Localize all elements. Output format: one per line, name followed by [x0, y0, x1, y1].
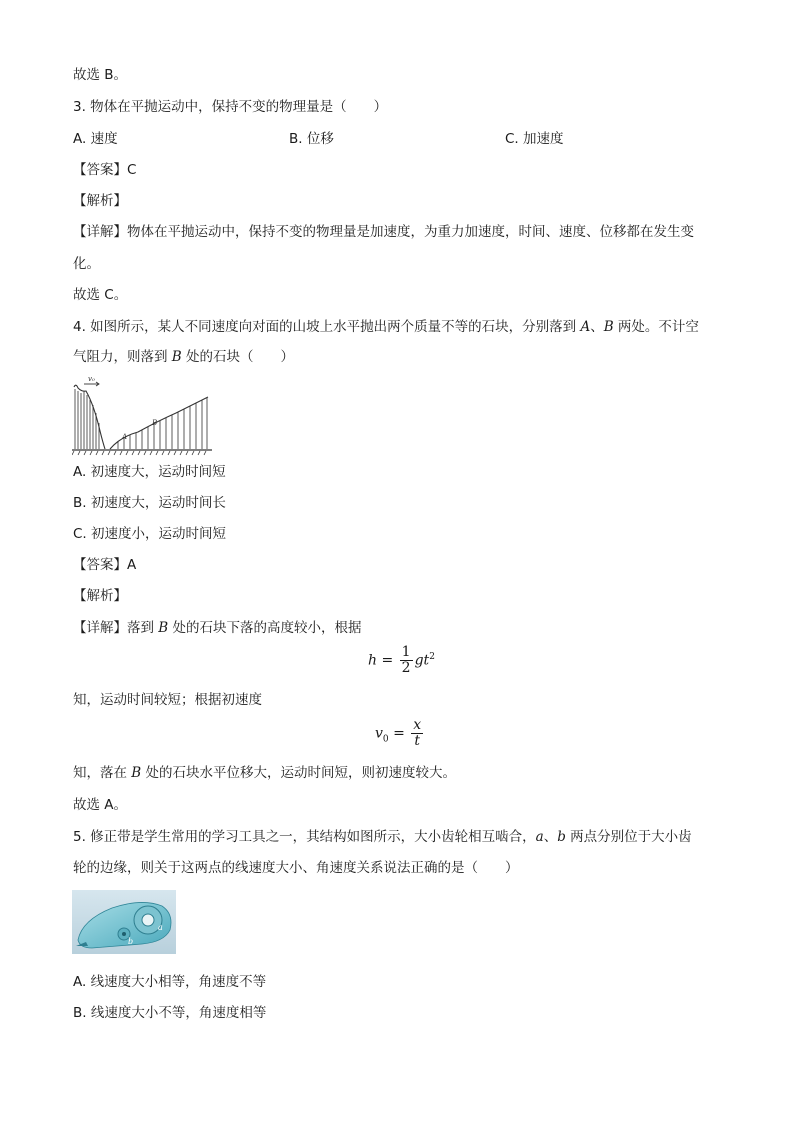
q4-detail-point-b: B	[158, 620, 169, 636]
q3-analysis-label: 【解析】	[73, 193, 127, 209]
formula-v0	[375, 718, 425, 749]
q4-know-line-2	[73, 763, 456, 783]
q5-option-a: A. 线速度大小相等，角速度不等	[73, 974, 267, 990]
q5-stem-text-2: 两点分别位于大小齿	[565, 829, 692, 845]
question-3-stem: 3. 物体在平抛运动中，保持不变的物理量是（ ）	[73, 99, 388, 115]
q4-point-b: B	[603, 319, 614, 335]
formula-h-fraction	[400, 645, 413, 676]
formula-v0-eq: =	[388, 725, 410, 742]
q3-detail-line-2: 化。	[73, 256, 100, 272]
ground-hatching	[72, 451, 206, 455]
formula-v0-lhs: v	[375, 725, 383, 742]
formula-v0-sub: 0	[382, 734, 389, 745]
q5-point-a: a	[535, 829, 544, 845]
slope-outline	[110, 397, 208, 449]
question-5-stem-line-2: 轮的边缘，则关于这两点的线速度大小、角速度关系说法正确的是（ ）	[73, 860, 519, 876]
slope-throwing-figure	[72, 375, 212, 457]
q4-answer: 【答案】A	[73, 557, 137, 573]
q4-analysis-label: 【解析】	[73, 588, 127, 604]
formula-v0-numerator: x	[413, 717, 422, 733]
q3-conclusion: 故选 C。	[73, 287, 128, 303]
question-4-stem-line-2	[73, 347, 294, 367]
previous-conclusion: 故选 B。	[73, 67, 128, 83]
q4-stem-sep: 、	[590, 319, 604, 335]
q4-conclusion: 故选 A。	[73, 797, 128, 813]
q3-option-b: B. 位移	[289, 131, 334, 147]
q3-answer: 【答案】C	[73, 162, 137, 178]
formula-v0-denominator: t	[414, 733, 421, 749]
v0-label: v₀	[88, 375, 95, 383]
q4-option-b: B. 初速度大，运动时间长	[73, 495, 226, 511]
formula-h-rhs: gt	[414, 652, 430, 669]
q4-know-point-b: B	[131, 765, 142, 781]
formula-h	[368, 645, 435, 676]
point-b-label: B	[152, 419, 158, 427]
point-a-label: A	[122, 433, 128, 441]
formula-h-denominator: 2	[401, 660, 411, 676]
formula-h-numerator: 1	[401, 644, 411, 660]
question-5-stem-line-1	[73, 827, 692, 847]
q4-stem-text-1: 4. 如图所示，某人不同速度向对面的山坡上水平抛出两个质量不等的石块，分别落到	[73, 319, 581, 335]
slope-hatching	[118, 398, 207, 449]
q4-know-text-2: 处的石块水平位移大，运动时间短，则初速度较大。	[141, 765, 457, 781]
q4-stem-text-2: 两处。不计空	[613, 319, 699, 335]
q3-option-c: C. 加速度	[505, 131, 564, 147]
formula-v0-fraction	[411, 718, 423, 749]
label-b: b	[128, 937, 134, 946]
formula-h-eq: =	[377, 652, 398, 669]
label-a: a	[158, 923, 163, 932]
q4-detail-text-1: 【详解】落到	[73, 620, 159, 636]
q4-detail	[73, 618, 362, 638]
q4-option-a: A. 初速度大，运动时间短	[73, 464, 226, 480]
large-gear-hub	[142, 914, 154, 926]
cliff-outline	[74, 385, 105, 449]
q5-option-b: B. 线速度大小不等，角速度相等	[73, 1005, 267, 1021]
q4-point-a: A	[580, 319, 591, 335]
q3-option-a: A. 速度	[73, 131, 118, 147]
correction-tape-photo	[72, 890, 176, 954]
q3-detail-line-1: 【详解】物体在平抛运动中，保持不变的物理量是加速度，为重力加速度，时间、速度、位移都在发生变	[73, 224, 694, 240]
q5-point-b: b	[557, 829, 566, 845]
q4-know-line-1: 知，运动时间较短；根据初速度	[73, 692, 262, 708]
formula-h-exponent: 2	[429, 651, 435, 662]
q4-point-b-2: B	[171, 349, 182, 365]
small-gear-hub	[122, 932, 126, 936]
q4-know-text-1: 知，落在	[73, 765, 132, 781]
cliff-hatching	[75, 389, 99, 449]
q4-stem-text-4: 处的石块（ ）	[181, 349, 295, 365]
q4-stem-text-3: 气阻力，则落到	[73, 349, 172, 365]
q4-option-c: C. 初速度小，运动时间短	[73, 526, 227, 542]
q5-stem-sep: 、	[543, 829, 558, 845]
q5-stem-text-1: 5. 修正带是学生常用的学习工具之一，其结构如图所示，大小齿轮相互啮合，	[73, 829, 536, 845]
q4-detail-text-2: 处的石块下落的高度较小，根据	[168, 620, 362, 636]
question-4-stem-line-1	[73, 317, 699, 337]
formula-h-lhs: h	[368, 652, 378, 669]
